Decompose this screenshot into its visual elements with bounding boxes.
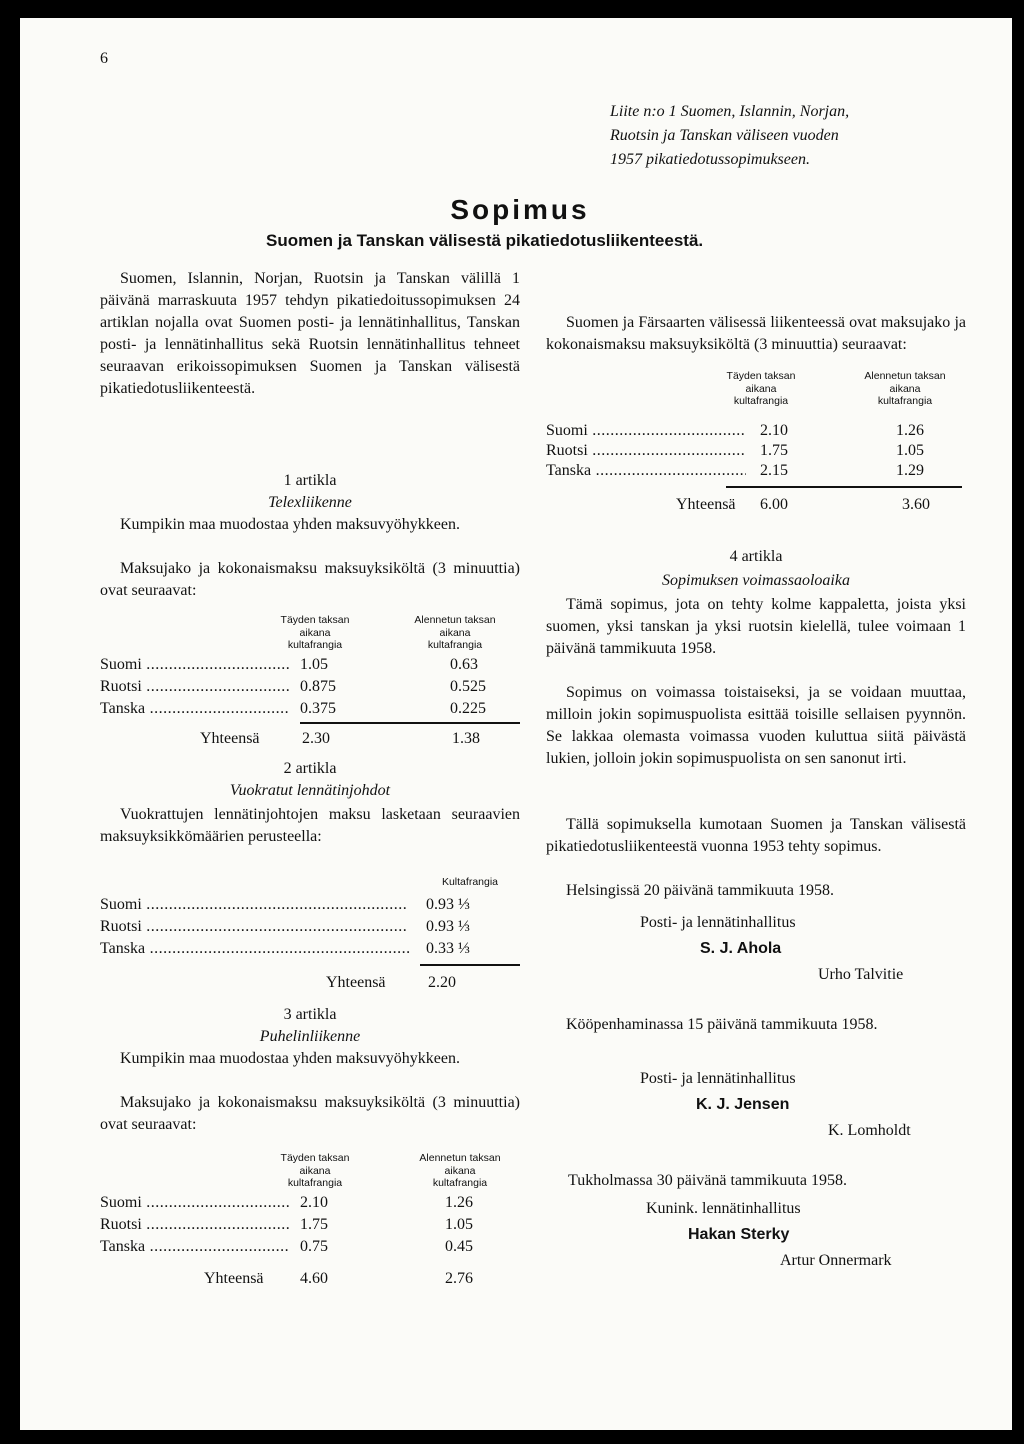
signature-name-onnermark: Artur Onnermark — [780, 1252, 892, 1269]
art3-col-reduced: Alennetun taksan aikana kultafrangia — [419, 1152, 501, 1189]
table-row: Suomi ..... 2.10 1.26 — [100, 1192, 520, 1214]
intro-paragraph: Suomen, Islannin, Norjan, Ruotsin ja Tanskan välillä 1 päivänä marraskuuta 1957 tehdyn pikatiedoitussopimuksen 24 artiklan nojalla ovat Suomen posti- ja lennätinhallitus, Tanskan posti- ja lennätinhallitus sekä Ruotsin lennätinhallitus tehneet seuraavan erikoissopimuksen Suomen ja Tanskan välisestä pikatiedotusliikenteestä. — [100, 270, 520, 397]
art1-subheading: Telexliikenne — [268, 494, 352, 511]
table-total-row: Yhteensä 2.30 1.38 — [200, 730, 480, 747]
document-page — [20, 18, 1012, 1430]
art4-paragraph-2: Sopimus on voimassa toistaiseksi, ja se voidaan muuttaa, milloin jokin sopimuspuolista esittää toisille sellaisen pyynnön. Se lakkaa olemasta voimassa vuoden kuluttua siitä päivästä lukien, jolloin jokin sopimuspuolista on sen sanonut irti. — [546, 684, 966, 767]
signature-name-talvitie: Urho Talvitie — [818, 966, 904, 983]
signature-place-stockholm: Tukholmassa 30 päivänä tammikuuta 1958. — [568, 1172, 847, 1189]
signature-place-helsinki: Helsingissä 20 päivänä tammikuuta 1958. — [566, 882, 834, 899]
art2-heading: 2 artikla — [283, 760, 337, 777]
signature-org-finland: Posti- ja lennätinhallitus — [640, 914, 796, 931]
table-row: Ruotsi ..... 0.93 ⅓ — [100, 916, 520, 938]
table-row: Ruotsi ..... 1.75 1.05 — [100, 1214, 520, 1236]
table-row: Suomi ..... 0.93 ⅓ — [100, 894, 520, 916]
signature-name-lomholdt: K. Lomholdt — [828, 1122, 911, 1139]
total-rule — [420, 964, 520, 966]
art2-subheading: Vuokratut lennätinjohdot — [229, 782, 391, 799]
appendix-note: Liite n:o 1 Suomen, Islannin, Norjan, Ruotsin ja Tanskan väliseen vuoden 1957 pikatiedotussopimukseen. — [610, 103, 850, 168]
table-row: Tanska ..... 2.15 1.29 — [546, 460, 966, 482]
document-title: Sopimus — [450, 194, 590, 225]
signature-org-denmark: Posti- ja lennätinhallitus — [640, 1070, 796, 1087]
signature-name-jensen: K. J. Jensen — [696, 1096, 790, 1113]
art2-col-header: Kultafrangia — [441, 876, 499, 888]
art3-heading: 3 artikla — [283, 1006, 337, 1023]
table-row: Suomi ..... 1.05 0.63 — [100, 654, 520, 676]
page-number: 6 — [100, 50, 108, 67]
table-row: Suomi ..... 2.10 1.26 — [546, 420, 966, 442]
table-row: Ruotsi ..... 0.875 0.525 — [100, 676, 520, 698]
signature-name-ahola: S. J. Ahola — [700, 940, 782, 957]
art2-paragraph-1: Vuokrattujen lennätinjohtojen maksu lasketaan seuraavien maksuyksikkömäärien perusteella: — [100, 806, 520, 845]
table-row: Tanska ..... 0.375 0.225 — [100, 698, 520, 720]
faroe-paragraph: Suomen ja Färsaarten välisessä liikenteessä ovat maksujako ja kokonaismaksu maksuyksiköltä (3 minuuttia) seuraavat: — [546, 314, 966, 353]
table-row: Tanska ..... 0.33 ⅓ — [100, 938, 520, 960]
art3-paragraph-1: Kumpikin maa muodostaa yhden maksuvyöhykkeen. — [120, 1050, 460, 1067]
art3-col-full: Täyden taksan aikana kultafrangia — [280, 1152, 350, 1189]
art3-subheading: Puhelinliikenne — [259, 1028, 361, 1045]
table-row: Ruotsi ..... 1.75 1.05 — [546, 440, 966, 462]
art3-paragraph-2: Maksujako ja kokonaismaksu maksuyksiköltä (3 minuuttia) ovat seuraavat: — [100, 1094, 520, 1133]
document-subtitle: Suomen ja Tanskan välisestä pikatiedotusliikenteestä. — [266, 231, 704, 250]
art1-paragraph-1: Kumpikin maa muodostaa yhden maksuvyöhykkeen. — [120, 516, 460, 533]
art1-paragraph-2: Maksujako ja kokonaismaksu maksuyksiköltä (3 minuuttia) ovat seuraavat: — [100, 560, 520, 599]
art1-col-full: Täyden taksan aikana kultafrangia — [280, 614, 350, 651]
total-rule — [726, 486, 962, 488]
table-total-row: Yhteensä 2.20 — [326, 974, 456, 991]
table-total-row: Yhteensä 4.60 2.76 — [204, 1270, 473, 1287]
signature-org-sweden: Kunink. lennätinhallitus — [646, 1200, 801, 1217]
art4-paragraph-1: Tämä sopimus, jota on tehty kolme kappaletta, joista yksi suomen, yksi tanskan ja yksi ruotsin kielellä, tulee voimaan 1 päivänä tammikuuta 1958. — [546, 596, 966, 657]
art4-heading: 4 artikla — [729, 548, 783, 565]
art4-paragraph-3: Tällä sopimuksella kumotaan Suomen ja Tanskan välisestä pikatiedotusliikenteestä vuonna 1953 tehty sopimus. — [546, 816, 966, 855]
table-total-row: Yhteensä 6.00 3.60 — [676, 496, 930, 513]
signature-place-copenhagen: Kööpenhaminassa 15 päivänä tammikuuta 1958. — [566, 1016, 878, 1033]
art1-heading: 1 artikla — [283, 472, 337, 489]
total-rule — [300, 722, 520, 724]
signature-name-sterky: Hakan Sterky — [688, 1226, 790, 1243]
art4-subheading: Sopimuksen voimassaoloaika — [662, 572, 850, 589]
faroe-col-full: Täyden taksan aikana kultafrangia — [726, 370, 796, 407]
art1-col-reduced: Alennetun taksan aikana kultafrangia — [414, 614, 496, 651]
faroe-col-reduced: Alennetun taksan aikana kultafrangia — [864, 370, 946, 407]
table-row: Tanska ..... 0.75 0.45 — [100, 1236, 520, 1258]
